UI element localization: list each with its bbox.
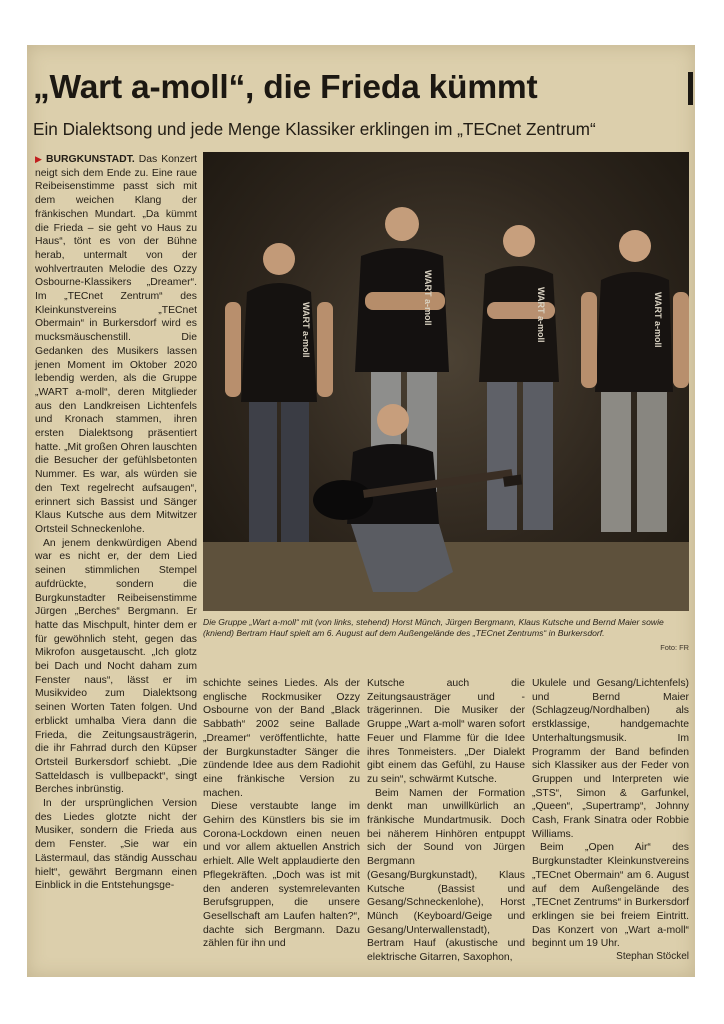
photo-caption: Die Gruppe „Wart a-moll“ mit (von links, stehend) Horst Münch, Jürgen Bergmann, Klaus Kutsche und Bernd Maier sowie (kniend) Bertram Hauf spielt am 6. August auf dem Außengelände des „TECnet Zentrums“ in Burkersdorf.	[203, 617, 664, 639]
lead-text: Das Konzert neigt sich dem Ende zu. Eine raue Reibeisenstimme passt sich mit dem weichen Klang der fränkischen Mundart. „Da kümmt die Frieda – sie geht vo Haus zu Haus“, tönt es von der Bühne herab, untermalt von der wohlvertrauten Melodie des Ozzy Osbourne-Klassikers „Dreamer“. Im „TECnet Zentrum“ des Kleinkunstvereins „TECnet Obermain“ in Burkersdorf wird es mucksmäuschenstill. Die Gedanken des Musikers lassen jenen Moment im Oktober 2020 lebendig werden, als die Gruppe „WART a-moll“, deren Mitglieder aus den Landkreisen Lichtenfels und Kronach stammen, ihren ersten Dialektsong präsentiert hatte. „Mit großen Ohren lauschten die Besucher der gefühlsbetonten Nummer. Es war, als würden sie den Text regelrecht aufsaugen“, erinnert sich Bassist und Sänger Klaus Kutsche aus dem Mitwitzer Ortsteil Schneckenlohe.	[35, 154, 198, 535]
article-column-2	[203, 677, 360, 951]
article-column-4	[532, 677, 689, 951]
paragraph: Beim „Open Air“ des Burgkunstadter Kleinkunstvereins „TECnet Obermain“ am 6. August auf dem Außengelände des „TECnet Zentrums“ in Burkersdorf erklingen sie bei freiem Eintritt. Das Konzert von „Wart a-moll“ beginnt um 19 Uhr.	[532, 842, 689, 950]
subheadline: Ein Dialektsong und jede Menge Klassiker erklingen im „TECnet Zentrum“	[33, 119, 596, 139]
article-column-3	[367, 677, 525, 965]
paragraph: Ukulele und Gesang/Lichtenfels) und Bernd Maier (Schlagzeug/Nordhalben) als erstklassige, handgemachte Unterhaltungsmusik. Im Programm der Band befinden sich Klassiker aus der Feder von Gruppen und Interpreten wie „STS“, Simon & Garfunkel, „Queen“, „Supertramp“, Johnny Cash, Frank Sinatra oder Robbie Williams.	[532, 678, 689, 840]
dateline: BURGKUNSTADT.	[46, 154, 135, 165]
paragraph: An jenem denkwürdigen Abend war es nicht er, der dem Lied seinen stimmlichen Stempel aufdrückte, sondern die Burgkunstadter Reibeisenstimme Jürgen „Berches“ Bergmann. Er hatte das Mischpult, hinter dem er für gewöhnlich steht, gegen das Mikrofon ausgetauscht. „Ich glotz bei Dach und Nocht daham zum Fenster naus“, lässt er im Musikvideo zum Dialektsong seinen Worten Taten folgen. Und erblickt umhalba Viera dann die Frieda, die Zeitungsausträgerin, die ihr Fahrrad durch den Küpser Ortsteil Burkersdorf schiebt. „Die Satteldasch is vullbepackt“, singt Berches inbrünstig.	[35, 537, 197, 796]
shirt-logo: WART a-moll	[653, 292, 663, 348]
band-photo-illustration	[203, 152, 689, 611]
shirt-logo: WART a-moll	[423, 270, 433, 326]
paragraph: Diese verstaubte lange im Gehirn des Künstlers bis sie im Corona-Lockdown einen neuen und vor allem aktuellen Anstrich erhielt. Alle Welt applaudierte den Pflegekräften. „Doch was ist mit den anderen systemrelevanten Berufsgruppen, die unsere Gesellschaft am Laufen halten?“, dachte sich Bergmann. Dazu zählen für ihn und	[203, 801, 360, 950]
shirt-logo: WART a-moll	[301, 302, 311, 358]
author-byline: Stephan Stöckel	[616, 951, 689, 962]
band-member-figure	[581, 230, 689, 532]
triangle-marker-icon: ▶	[35, 154, 44, 164]
article-column-1	[35, 153, 197, 977]
paragraph: Kutsche auch die Zeitungsausträger und -trägerinnen. Die Musiker der Gruppe „Wart a-moll“ waren sofort Feuer und Flamme für die Idee ihres Tonmeisters. „Der Dialekt gibt einem das Gefühl, zu Hause zu sein“, schwärmt Kutsche.	[367, 678, 525, 785]
photo-credit: Foto: FR	[660, 643, 689, 652]
newspaper-clipping	[27, 45, 695, 977]
headline: „Wart a-moll“, die Frieda kümmt	[33, 69, 538, 106]
shirt-logo: WART a-moll	[536, 287, 546, 343]
paragraph: schichte seines Liedes. Als der englische Rockmusiker Ozzy Osbourne von der Band „Black Sabbath“ 2002 seine Ballade „Dreamer“ veröffentlichte, hatte der Burgkunstadter Sänger die zündende Idee aus dem Radiohit eine fränkische Version zu machen.	[203, 678, 360, 799]
band-photo	[203, 152, 689, 611]
lead-paragraph	[35, 153, 197, 537]
headline-edge-bar	[688, 72, 693, 105]
paragraph: Beim Namen der Formation denkt man unwillkürlich an fränkische Mundartmusik. Doch bei näherem Hinhören entpuppt sich der Sound von Jürgen Bergmann (Gesang/Burgkunstadt), Klaus Kutsche (Bassist und Gesang/Schneckenlohe), Horst Münch (Keyboard/Geige und Gesang/Unterwallenstadt), Bertram Hauf (akustische und elektrische Gitarren, Saxophon,	[367, 787, 525, 964]
paragraph: In der ursprünglichen Version des Liedes glotzte nicht der Musiker, sondern die Frieda aus dem Fenster. „Sie war ein Lästermaul, das ständig Ausschau hielt“, gewährt Bergmann einen Einblick in die Entstehungsge-	[35, 798, 197, 892]
